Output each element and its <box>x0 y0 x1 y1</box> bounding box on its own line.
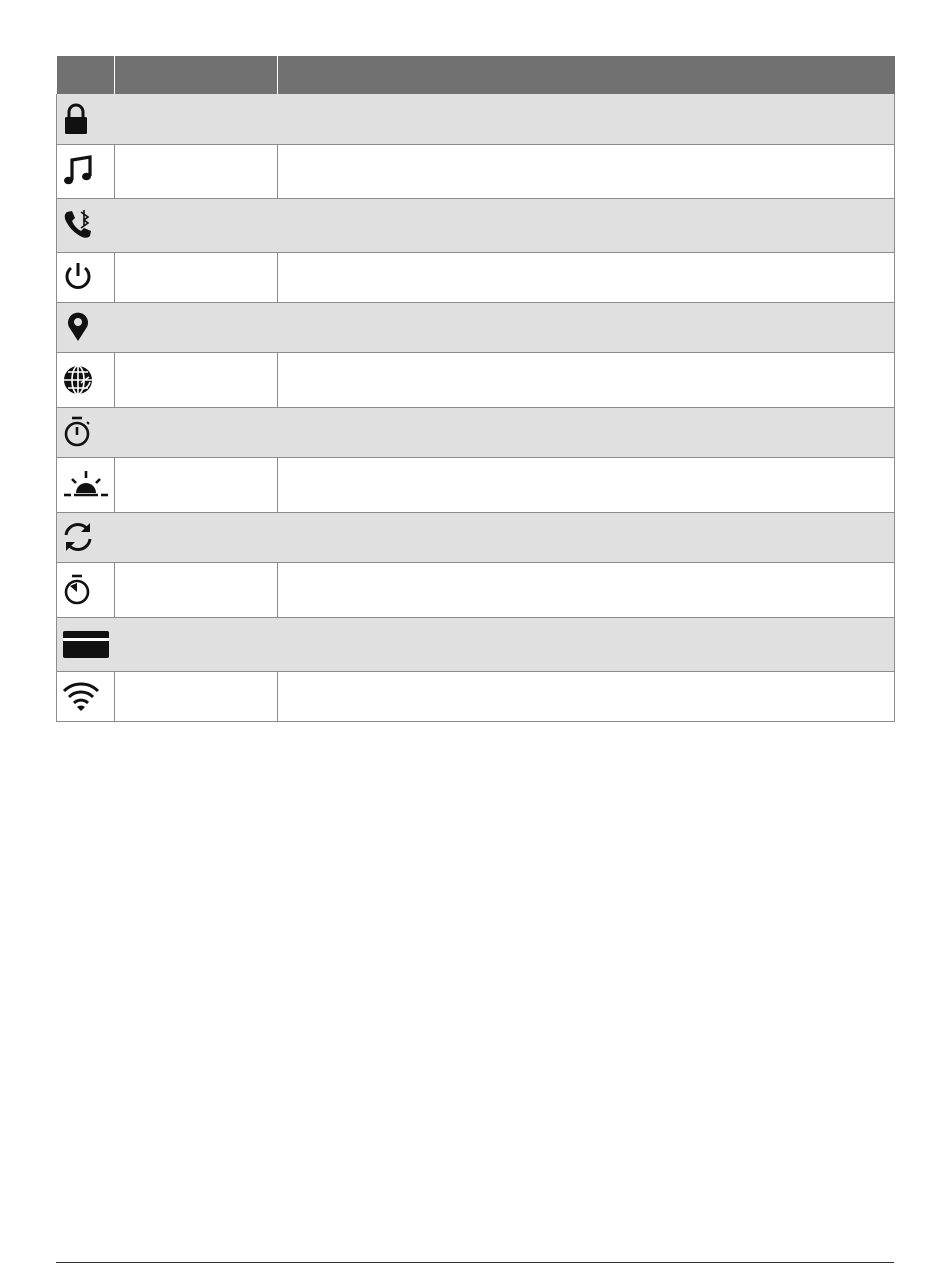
stopwatch-icon <box>57 415 115 449</box>
table-cell-description <box>278 352 895 407</box>
table-row <box>57 562 895 617</box>
table-row-text <box>115 407 895 457</box>
table-row <box>57 457 895 512</box>
table-cell-name <box>115 457 278 512</box>
bluetooth-phone-icon <box>57 208 115 242</box>
table-cell-description <box>278 671 895 721</box>
table-row <box>57 302 895 352</box>
table-cell-name <box>115 252 278 302</box>
header-description <box>278 56 895 94</box>
table-cell-description <box>278 252 895 302</box>
icon-reference-table <box>56 56 895 722</box>
wifi-icon <box>57 679 114 713</box>
table-row <box>57 671 895 721</box>
table-row <box>57 352 895 407</box>
timer-icon <box>57 573 114 607</box>
wallet-card-icon <box>57 627 115 661</box>
table-row-text <box>115 94 895 144</box>
table-cell-name <box>115 144 278 198</box>
table-cell-name <box>115 562 278 617</box>
globe-satellite-icon <box>57 363 114 397</box>
table-header-row <box>57 56 895 94</box>
table-row <box>57 252 895 302</box>
header-icon <box>57 56 115 94</box>
table-row <box>57 144 895 198</box>
table-cell-name <box>115 352 278 407</box>
music-note-icon <box>57 154 114 188</box>
table-cell-description <box>278 457 895 512</box>
header-name <box>115 56 278 94</box>
table-row-text <box>115 198 895 252</box>
sync-icon <box>57 520 115 554</box>
location-pin-icon <box>57 310 115 344</box>
table-row <box>57 198 895 252</box>
footer-divider <box>56 1262 894 1263</box>
table-row-text <box>115 302 895 352</box>
table-row <box>57 407 895 457</box>
table-row <box>57 94 895 144</box>
table-cell-description <box>278 144 895 198</box>
table-cell-name <box>115 671 278 721</box>
table-cell-description <box>278 562 895 617</box>
table-row <box>57 617 895 671</box>
power-icon <box>57 260 114 294</box>
lock-icon <box>57 102 115 136</box>
table-row-text <box>115 617 895 671</box>
table-row <box>57 512 895 562</box>
table-row-text <box>115 512 895 562</box>
sunrise-sunset-icon <box>57 468 114 502</box>
